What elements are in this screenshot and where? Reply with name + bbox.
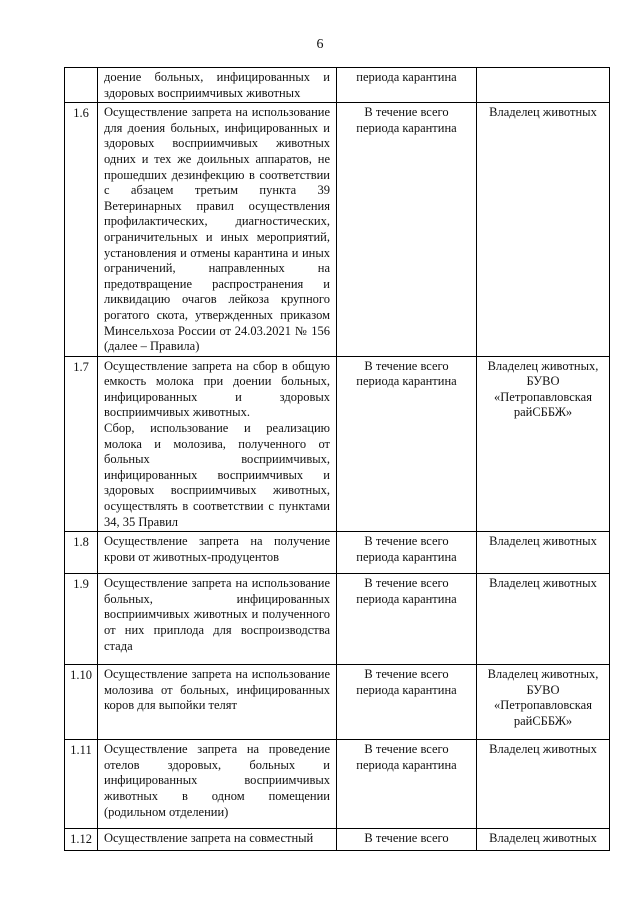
table-row bbox=[65, 356, 610, 532]
measures-table bbox=[64, 67, 610, 851]
row-number bbox=[65, 68, 98, 103]
description-paragraph: Осуществление запрета на получение крови от животных-продуцентов bbox=[104, 534, 330, 564]
measure-responsible: Владелец животных bbox=[477, 740, 610, 829]
row-number: 1.9 bbox=[65, 574, 98, 665]
table-row bbox=[65, 532, 610, 574]
measure-term: В течение всего периода карантина bbox=[337, 356, 477, 532]
table-row bbox=[65, 68, 610, 103]
measure-description bbox=[98, 665, 337, 740]
description-paragraph: Осуществление запрета на проведение отелов здоровых, больных и инфицированных восприимчивых животных в одном помещении (родильном отделении) bbox=[104, 742, 330, 819]
measure-responsible bbox=[477, 68, 610, 103]
description-paragraph: Осуществление запрета на использование больных, инфицированных восприимчивых животных и полученного от них приплода для воспроизводства стада bbox=[104, 576, 330, 653]
measure-responsible: Владелец животных bbox=[477, 532, 610, 574]
description-paragraph: Сбор, использование и реализацию молока и молозива, полученного от больных восприимчивых, инфицированных восприимчивых и здоровых восприимчивых животных, осуществлять в соответствии с пунктами 34, 35 Правил bbox=[104, 421, 330, 529]
measure-description bbox=[98, 574, 337, 665]
measure-term: В течение всего периода карантина bbox=[337, 532, 477, 574]
measure-description bbox=[98, 532, 337, 574]
measure-description bbox=[98, 829, 337, 851]
measure-responsible: Владелец животных, БУВО «Петропавловская райСББЖ» bbox=[477, 356, 610, 532]
measure-description bbox=[98, 103, 337, 357]
row-number: 1.11 bbox=[65, 740, 98, 829]
row-number: 1.12 bbox=[65, 829, 98, 851]
measure-responsible: Владелец животных, БУВО «Петропавловская райСББЖ» bbox=[477, 665, 610, 740]
page-number: 6 bbox=[316, 37, 324, 52]
table-row bbox=[65, 574, 610, 665]
table-row bbox=[65, 740, 610, 829]
row-number: 1.6 bbox=[65, 103, 98, 357]
measure-term: В течение всего периода карантина bbox=[337, 103, 477, 357]
measure-term: периода карантина bbox=[337, 68, 477, 103]
measure-description bbox=[98, 740, 337, 829]
measure-responsible: Владелец животных bbox=[477, 574, 610, 665]
description-paragraph: Осуществление запрета на использование для доения больных, инфицированных и здоровых восприимчивых животных одних и тех же доильных аппаратов, не прошедших дезинфекцию в соответствии с абзацем третьим пункта 39 Ветеринарных правил осуществления профилактических, диагностических, ограничительных и иных мероприятий, установления и отмены карантина и иных ограничений, направленных на предотвращение распространения и ликвидацию очагов лейкоза крупного рогатого скота, утвержденных приказом Минсельхоза России от 24.03.2021 № 156 (далее – Правила) bbox=[104, 105, 330, 354]
measure-term: В течение всего bbox=[337, 829, 477, 851]
measure-term: В течение всего периода карантина bbox=[337, 740, 477, 829]
row-number: 1.7 bbox=[65, 356, 98, 532]
measure-description bbox=[98, 356, 337, 532]
description-paragraph: Осуществление запрета на совместный bbox=[104, 831, 314, 846]
measure-term: В течение всего периода карантина bbox=[337, 665, 477, 740]
row-number: 1.8 bbox=[65, 532, 98, 574]
description-paragraph: доение больных, инфицированных и здоровых восприимчивых животных bbox=[104, 70, 330, 100]
table-row bbox=[65, 665, 610, 740]
description-paragraph: Осуществление запрета на сбор в общую емкость молока при доении больных, инфицированных и здоровых восприимчивых животных. bbox=[104, 358, 330, 420]
row-number: 1.10 bbox=[65, 665, 98, 740]
measure-description bbox=[98, 68, 337, 103]
table-row bbox=[65, 829, 610, 851]
description-paragraph: Осуществление запрета на использование молозива от больных, инфицированных коров для выпойки телят bbox=[104, 667, 330, 713]
measure-responsible: Владелец животных bbox=[477, 103, 610, 357]
measure-term: В течение всего периода карантина bbox=[337, 574, 477, 665]
table-row bbox=[65, 103, 610, 357]
measure-responsible: Владелец животных bbox=[477, 829, 610, 851]
